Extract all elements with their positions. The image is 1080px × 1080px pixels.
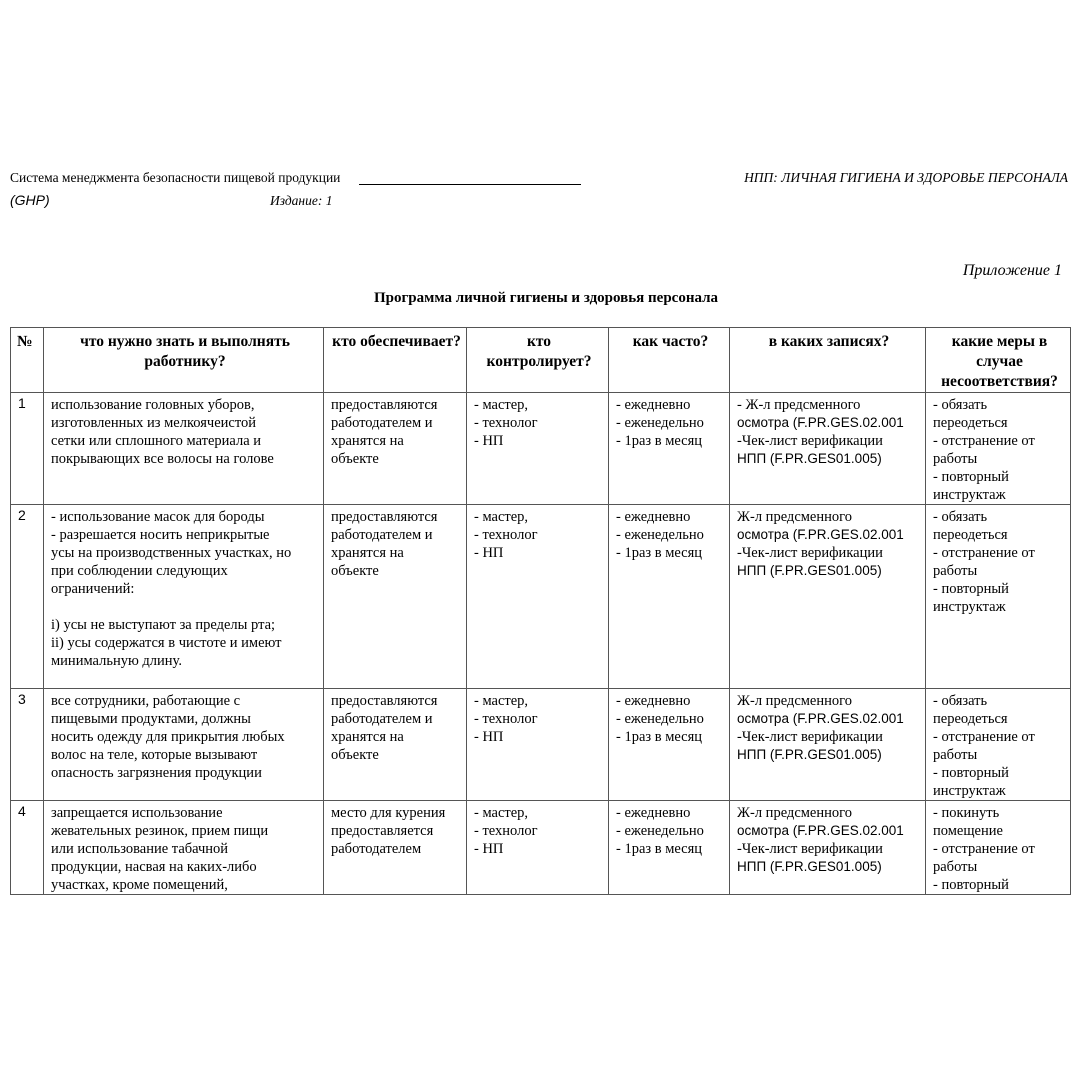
cell-frequency <box>609 505 730 689</box>
cell-line: - ежедневно <box>616 397 691 413</box>
cell-line: - обязать <box>933 509 988 525</box>
cell-line: - мастер, <box>474 693 529 709</box>
cell-line: НПП (F.PR.GES01.005) <box>737 451 882 466</box>
row-number: 4 <box>11 801 44 895</box>
system-name: Система менеджмента безопасности пищевой продукции <box>10 170 341 185</box>
cell-line: использование головных уборов, <box>51 397 255 413</box>
cell-provides <box>324 505 467 689</box>
cell-line: - 1раз в месяц <box>616 729 703 745</box>
cell-line: - мастер, <box>474 397 529 413</box>
cell-controls <box>467 801 609 895</box>
cell-provides <box>324 393 467 505</box>
cell-line: - 1раз в месяц <box>616 433 703 449</box>
cell-line: - отстранение от <box>933 545 1035 561</box>
cell-line <box>51 598 319 616</box>
cell-line: объекте <box>331 747 379 763</box>
edition-label: Издание: 1 <box>270 193 333 208</box>
cell-line: работы <box>933 451 978 467</box>
cell-measures <box>926 505 1071 689</box>
cell-what <box>44 393 324 505</box>
cell-line: или использование табачной <box>51 841 229 857</box>
signature-line <box>359 184 581 185</box>
cell-frequency <box>609 689 730 801</box>
cell-line: - технолог <box>474 711 538 727</box>
cell-line: ограничений: <box>51 581 135 597</box>
cell-line: - использование масок для бороды <box>51 509 265 525</box>
ghp-label: (GHP) <box>10 192 50 208</box>
cell-line: - повторный <box>933 877 1009 893</box>
cell-line: волос на теле, которые вызывают <box>51 747 258 763</box>
cell-line: - Ж-л предсменного <box>737 397 861 413</box>
cell-line: усы на производственных участках, но <box>51 545 292 561</box>
cell-line: пищевыми продуктами, должны <box>51 711 251 727</box>
cell-line: хранятся на <box>331 545 404 561</box>
cell-line: - обязать <box>933 397 988 413</box>
column-header-what: что нужно знать и выполнять работнику? <box>44 328 324 393</box>
cell-line: работы <box>933 859 978 875</box>
cell-line: осмотра (F.PR.GES.02.001 <box>737 823 904 838</box>
row-number: 1 <box>11 393 44 505</box>
cell-line: - разрешается носить неприкрытые <box>51 527 270 543</box>
cell-line: - мастер, <box>474 805 529 821</box>
cell-line: - НП <box>474 841 504 857</box>
cell-line: - НП <box>474 433 504 449</box>
cell-line: - повторный <box>933 581 1009 597</box>
cell-line: работодателем <box>331 841 422 857</box>
cell-line: - технолог <box>474 527 538 543</box>
cell-line: - технолог <box>474 823 538 839</box>
cell-line: НПП (F.PR.GES01.005) <box>737 563 882 578</box>
cell-measures <box>926 393 1071 505</box>
cell-line: - НП <box>474 545 504 561</box>
cell-line: - 1раз в месяц <box>616 841 703 857</box>
cell-line: - еженедельно <box>616 415 704 431</box>
cell-line: работодателем и <box>331 527 433 543</box>
cell-line: изготовленных из мелкоячеистой <box>51 415 256 431</box>
cell-line: - еженедельно <box>616 527 704 543</box>
cell-line: -Чек-лист верификации <box>737 841 883 857</box>
cell-line: хранятся на <box>331 729 404 745</box>
cell-line: Ж-л предсменного <box>737 693 852 709</box>
cell-line: осмотра (F.PR.GES.02.001 <box>737 527 904 542</box>
cell-line: - повторный <box>933 765 1009 781</box>
cell-line: место для курения <box>331 805 446 821</box>
cell-line: ii) усы содержатся в чистоте и имеют <box>51 635 282 651</box>
cell-line: работы <box>933 747 978 763</box>
cell-line: инструктаж <box>933 599 1006 615</box>
table-row <box>11 689 1071 801</box>
cell-records <box>730 505 926 689</box>
column-header-records: в каких записях? <box>730 328 926 393</box>
cell-line: - 1раз в месяц <box>616 545 703 561</box>
cell-line: - ежедневно <box>616 805 691 821</box>
cell-measures <box>926 801 1071 895</box>
cell-frequency <box>609 801 730 895</box>
cell-what <box>44 801 324 895</box>
cell-line: инструктаж <box>933 783 1006 799</box>
cell-line: -Чек-лист верификации <box>737 729 883 745</box>
cell-line: переодеться <box>933 711 1008 727</box>
column-header-provides: кто обеспечивает? <box>324 328 467 393</box>
cell-line: помещение <box>933 823 1003 839</box>
cell-line: жевательных резинок, прием пищи <box>51 823 269 839</box>
cell-line: работодателем и <box>331 711 433 727</box>
cell-controls <box>467 505 609 689</box>
cell-line: Ж-л предсменного <box>737 509 852 525</box>
table-row <box>11 393 1071 505</box>
cell-line: - еженедельно <box>616 711 704 727</box>
cell-line: сетки или сплошного материала и <box>51 433 262 449</box>
cell-line: НПП (F.PR.GES01.005) <box>737 859 882 874</box>
cell-line: работодателем и <box>331 415 433 431</box>
cell-line: при соблюдении следующих <box>51 563 228 579</box>
row-number: 2 <box>11 505 44 689</box>
cell-line: - повторный <box>933 469 1009 485</box>
cell-line: - технолог <box>474 415 538 431</box>
column-header-frequency: как часто? <box>609 328 730 393</box>
column-header-controls: кто контролирует? <box>467 328 609 393</box>
cell-line: - отстранение от <box>933 729 1035 745</box>
cell-line: Ж-л предсменного <box>737 805 852 821</box>
cell-records <box>730 689 926 801</box>
cell-line: - отстранение от <box>933 841 1035 857</box>
cell-line: i) усы не выступают за пределы рта; <box>51 617 276 633</box>
cell-line: - ежедневно <box>616 509 691 525</box>
hygiene-program-table <box>10 327 1071 895</box>
cell-records <box>730 801 926 895</box>
cell-line: инструктаж <box>933 487 1006 503</box>
cell-line: - мастер, <box>474 509 529 525</box>
cell-line: носить одежду для прикрытия любых <box>51 729 285 745</box>
cell-what <box>44 505 324 689</box>
table-row <box>11 801 1071 895</box>
cell-line: объекте <box>331 451 379 467</box>
cell-line: - ежедневно <box>616 693 691 709</box>
cell-line: предоставляются <box>331 509 438 525</box>
cell-line: предоставляется <box>331 823 434 839</box>
cell-line: - НП <box>474 729 504 745</box>
cell-controls <box>467 689 609 801</box>
cell-line: - покинуть <box>933 805 1000 821</box>
table-header-row <box>11 328 1071 393</box>
cell-line: работы <box>933 563 978 579</box>
cell-line: хранятся на <box>331 433 404 449</box>
cell-line: запрещается использование <box>51 805 223 821</box>
cell-line: объекте <box>331 563 379 579</box>
cell-provides <box>324 801 467 895</box>
cell-measures <box>926 689 1071 801</box>
cell-records <box>730 393 926 505</box>
page-title: Программа личной гигиены и здоровья персонала <box>373 290 719 306</box>
cell-line: - еженедельно <box>616 823 704 839</box>
cell-line: предоставляются <box>331 397 438 413</box>
cell-line: опасность загрязнения продукции <box>51 765 262 781</box>
cell-line: осмотра (F.PR.GES.02.001 <box>737 711 904 726</box>
cell-line: НПП (F.PR.GES01.005) <box>737 747 882 762</box>
cell-line: -Чек-лист верификации <box>737 433 883 449</box>
document-header-title: НПП: ЛИЧНАЯ ГИГИЕНА И ЗДОРОВЬЕ ПЕРСОНАЛА <box>744 170 1068 185</box>
cell-line: переодеться <box>933 527 1008 543</box>
cell-frequency <box>609 393 730 505</box>
cell-line: - обязать <box>933 693 988 709</box>
cell-line: минимальную длину. <box>51 653 182 669</box>
column-header-number: № <box>11 328 44 393</box>
cell-line: продукции, насвая на каких-либо <box>51 859 257 875</box>
cell-line: переодеться <box>933 415 1008 431</box>
column-header-measures: какие меры в случае несоответствия? <box>926 328 1071 393</box>
cell-line: все сотрудники, работающие с <box>51 693 241 709</box>
cell-line: предоставляются <box>331 693 438 709</box>
cell-line: осмотра (F.PR.GES.02.001 <box>737 415 904 430</box>
cell-provides <box>324 689 467 801</box>
row-number: 3 <box>11 689 44 801</box>
table-row <box>11 505 1071 689</box>
cell-what <box>44 689 324 801</box>
cell-line: -Чек-лист верификации <box>737 545 883 561</box>
appendix-label: Приложение 1 <box>962 262 1062 279</box>
cell-controls <box>467 393 609 505</box>
cell-line: - отстранение от <box>933 433 1035 449</box>
cell-line: покрывающих все волосы на голове <box>51 451 274 467</box>
cell-line: участках, кроме помещений, <box>51 877 228 893</box>
